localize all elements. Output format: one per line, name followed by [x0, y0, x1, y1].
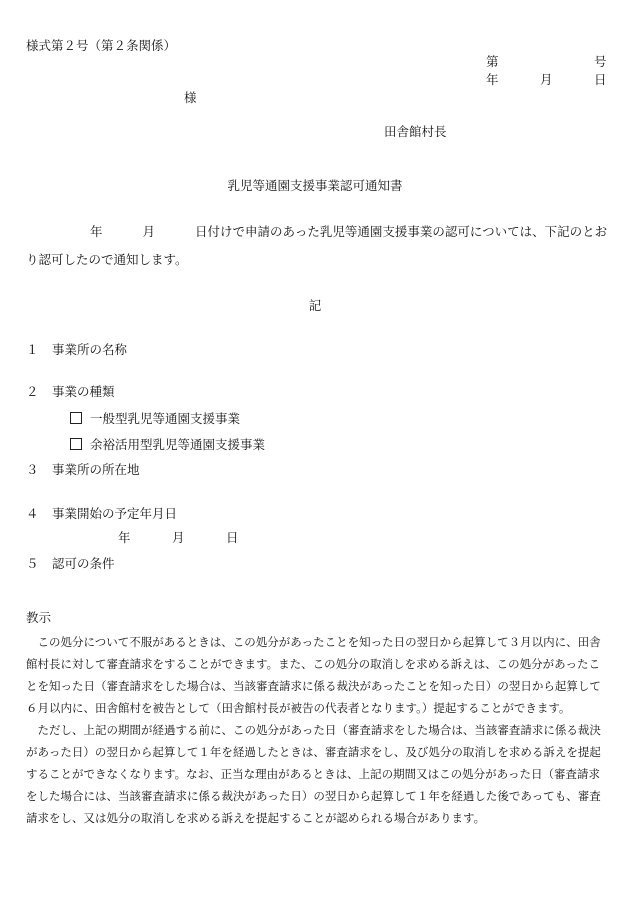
issue-date-day: 日 [594, 72, 607, 87]
item-5-number: ５ [26, 556, 39, 571]
start-date-month: 月 [172, 530, 185, 545]
item-4-label: 事業開始の予定年月日 [52, 506, 178, 521]
business-type-option-general[interactable] [70, 412, 240, 426]
ki-heading: 記 [308, 298, 322, 313]
issue-date-year: 年 [486, 72, 499, 87]
item-3-number: ３ [26, 462, 39, 477]
body-month: 月 [142, 224, 156, 239]
checkbox-icon[interactable] [70, 438, 82, 450]
item-2-label: 事業の種類 [52, 384, 115, 399]
item-5-label: 認可の条件 [52, 556, 115, 571]
issue-date-month: 月 [540, 72, 553, 87]
notice-heading: 教示 [26, 610, 52, 625]
item-2-number: ２ [26, 384, 39, 399]
item-3-label: 事業所の所在地 [52, 462, 140, 477]
notice-paragraph-1: この処分について不服があるときは、この処分があったことを知った日の翌日から起算して３月以内に、田舎館村長に対して審査請求をすることができます。また、この処分の取消しを求める訴えは、この処分があったことを知った日（審査請求をした場合は、当該審査請求に係る裁決があったことを知った日）の翌日から起算して６月以内に、田舎館村を被告として（田舎館村長が被告の代表者となります。）提起することができます。 [26, 635, 601, 715]
start-date-day: 日 [226, 530, 239, 545]
form-number: 様式第２号（第２条関係） [26, 38, 177, 53]
item-1-label: 事業所の名称 [52, 342, 128, 357]
business-type-label: 余裕活用型乳児等通園支援事業 [90, 437, 266, 452]
checkbox-icon[interactable] [70, 412, 82, 424]
notice-paragraph-2: ただし、上記の期間が経過する前に、この処分があった日（審査請求をした場合は、当該審査請求に係る裁決があった日）の翌日から起算して１年を経過したときは、審査請求をし、及び処分の取消しを求める訴えを提起することができなくなります。なお、正当な理由があるときは、上記の期間又はこの処分があった日（審査請求をした場合には、当該審査請求に係る裁決があった日）の翌日から起算して１年を経過した後であっても、審査請求をし、又は処分の取消しを求める訴えを提起することが認められる場合があります。 [26, 723, 601, 825]
addressee-honorific: 様 [184, 90, 197, 105]
body-paragraph [26, 218, 608, 274]
notice-body [26, 631, 610, 829]
body-text: 日付けで申請のあった乳児等通園支援事業の認可については、下記のとおり認可したので通知します。 [26, 224, 608, 267]
document-number-prefix: 第 [486, 54, 499, 69]
item-4-number: ４ [26, 506, 39, 521]
document-title: 乳児等通園支援事業認可通知書 [227, 178, 403, 193]
item-1-number: １ [26, 342, 39, 357]
body-year: 年 [90, 224, 103, 239]
start-date-year: 年 [118, 530, 131, 545]
issuer-name: 田舎館村長 [384, 124, 447, 139]
business-type-label: 一般型乳児等通園支援事業 [90, 411, 241, 426]
business-type-option-surplus[interactable] [70, 438, 265, 452]
document-number-suffix: 号 [594, 54, 607, 69]
